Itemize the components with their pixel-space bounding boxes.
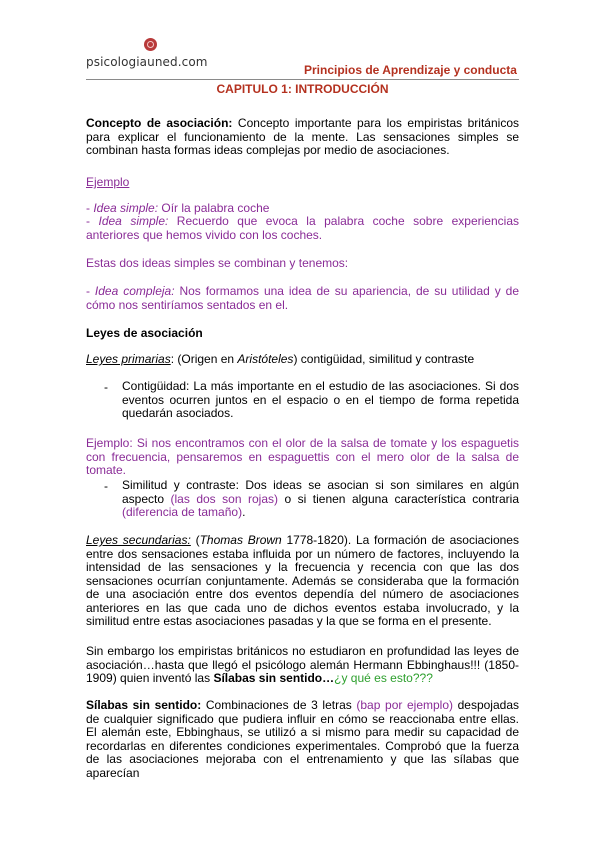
concepto-text: Concepto importante para los empiristas británicos para explicar el funcionamiento de la mente. Las sensaciones simples se combinan hasta formas ideas complejas por medio de asociaciones. <box>86 116 519 157</box>
site-logo <box>86 38 214 74</box>
leyes-heading: Leyes de asociación <box>86 326 203 340</box>
ejemplo-heading: Ejemplo <box>86 175 130 189</box>
ejemplo-combine: Estas dos ideas simples se combinan y tenemos: <box>86 256 349 270</box>
concepto-term: Concepto de asociación: <box>86 116 233 130</box>
book-title: Principios de Aprendizaje y conducta <box>304 63 517 77</box>
bullet-marker: - <box>104 479 108 493</box>
ejemplo-line-2: - Idea simple: Recuerdo que evoca la palabra coche sobre experiencias anteriores que hemos vivido con los coches. <box>86 214 519 242</box>
ejemplo-line-1: - Idea simple: Oír la palabra coche <box>86 201 270 215</box>
ejemplo-line-3: - Idea compleja: Nos formamos una idea de su apariencia, de su utilidad y de cómo nos sentiríamos sentados en el. <box>86 284 519 312</box>
logo-emblem-icon <box>144 38 157 51</box>
ejemplo-contiguidad: Ejemplo: Si nos encontramos con el olor de la salsa de tomate y los espaguetis con frecuencia, pensaremos en espaguettis con el mero olor de la salsa de tomate. <box>86 436 519 477</box>
concepto-paragraph <box>86 117 519 158</box>
chapter-title: CAPITULO 1: INTRODUCCIÓN <box>216 82 389 96</box>
logo-text: psicologiauned.com <box>86 55 208 69</box>
leyes-secundarias: Leyes secundarias: (Thomas Brown 1778-1820). La formación de asociaciones entre dos sensaciones estaba influida por un número de factores, incluyendo la intensidad de las sensaciones y la frecuencia y recencia con que las dos sensaciones ocurrían conjuntamente. Además se consideraba que la formación de una asociación entre dos eventos dependía del número de asociaciones anteriores en las que cada uno de dichos eventos estaba involucrado, y la similitud entre estas asociaciones pasadas y la que se forma en el presente. <box>86 533 519 628</box>
bullet-marker: - <box>104 380 108 394</box>
sin-embargo-paragraph: Sin embargo los empiristas británicos no estudiaron en profundidad las leyes de asociación…hasta que llegó el psicólogo alemán Hermann Ebbinghaus!!! (1850-1909) quien inventó las Sílabas sin sentido…¿y qué es esto??? <box>86 644 519 685</box>
leyes-primarias: Leyes primarias: (Origen en Aristóteles) contigüidad, similitud y contraste <box>86 352 475 366</box>
contiguidad-item: Contigüidad: La más importante en el estudio de las asociaciones. Si dos eventos ocurren juntos en el espacio o en el tiempo de forma repetida quedarán asociados. <box>122 379 519 420</box>
similitud-item: Similitud y contraste: Dos ideas se asocian si son similares en algún aspecto (las dos son rojas) o si tienen alguna característica contraria (diferencia de tamaño). <box>122 478 519 519</box>
header-divider <box>86 79 519 80</box>
silabas-paragraph: Sílabas sin sentido: Combinaciones de 3 letras (bap por ejemplo) despojadas de cualquier significado que pudiera influir en cómo se reaccionaba entre ellas. El alemán este, Ebbinghaus, se utilizó a si mismo para medir su capacidad de recordarlas en diferentes condiciones experimentales. Comprobó que la fuerza de las asociaciones mejoraba con el entrenamiento y que las sílabas que aparecían <box>86 698 519 780</box>
